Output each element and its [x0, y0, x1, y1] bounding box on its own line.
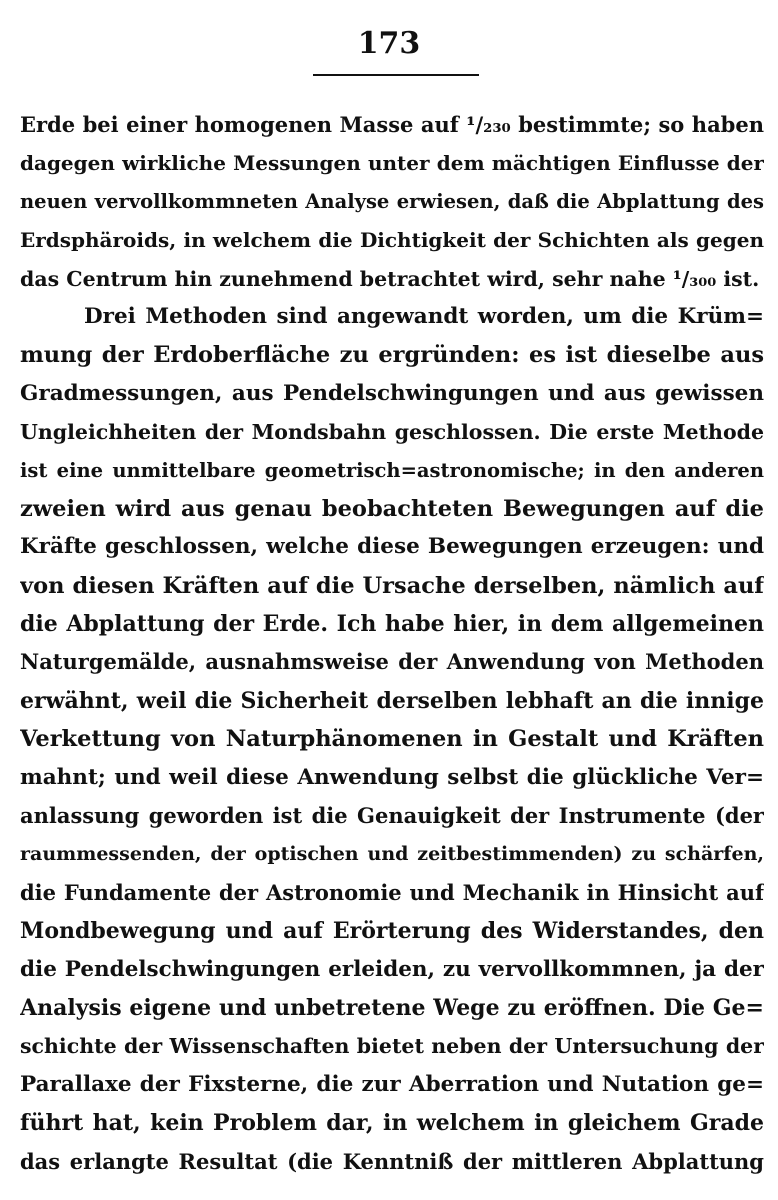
text-line: Parallaxe der Fixsterne, die zur Aberration und Nutation ge=: [20, 1071, 764, 1097]
text-line: die Abplattung der Erde. Ich habe hier, in dem allgemeinen: [20, 611, 764, 638]
text-line: zweien wird aus genau beobachteten Bewegungen auf die: [20, 495, 764, 522]
text-line: raummessenden, der optischen und zeitbestimmenden) zu schärfen,: [20, 843, 764, 866]
text-line: neuen vervollkommneten Analyse erwiesen, daß die Abplattung des: [20, 189, 764, 213]
text-line: das erlangte Resultat (die Kenntniß der mittleren Abplattung: [20, 1148, 764, 1174]
body-text: [20, 106, 764, 1181]
text-line: schichte der Wissenschaften bietet neben der Untersuchung der: [20, 1034, 764, 1059]
text-line: mahnt; und weil diese Anwendung selbst die glückliche Ver=: [20, 764, 764, 790]
text-line: Kräfte geschlossen, welche diese Bewegungen erzeugen: und: [20, 534, 764, 560]
text-line: die Fundamente der Astronomie und Mechanik in Hinsicht auf: [20, 879, 764, 905]
text-line: das Centrum hin zunehmend betrachtet wird, sehr nahe ¹/₃₀₀ ist.: [20, 266, 760, 291]
text-line: Erde bei einer homogenen Masse auf ¹/₂₃₀ bestimmte; so haben: [20, 112, 764, 137]
text-line: von diesen Kräften auf die Ursache derselben, nämlich auf: [20, 572, 764, 599]
text-line: Analysis eigene und unbetretene Wege zu eröffnen. Die Ge=: [20, 994, 764, 1021]
text-line: Erdsphäroids, in welchem die Dichtigkeit der Schichten als gegen: [20, 228, 764, 253]
text-line: erwähnt, weil die Sicherheit derselben lebhaft an die innige: [20, 687, 764, 714]
header-rule: [313, 74, 479, 76]
text-line: die Pendelschwingungen erleiden, zu vervollkommnen, ja der: [20, 956, 764, 982]
text-line: mung der Erdoberfläche zu ergründen: es ist dieselbe aus: [20, 342, 764, 369]
text-line: Naturgemälde, ausnahmsweise der Anwendung von Methoden: [20, 649, 764, 675]
text-line: führt hat, kein Problem dar, in welchem in gleichem Grade: [20, 1110, 764, 1137]
page-number: 173: [357, 26, 421, 61]
text-line: anlassung geworden ist die Genauigkeit der Instrumente (der: [20, 803, 764, 829]
text-line: Ungleichheiten der Mondsbahn geschlossen. Die erste Methode: [20, 420, 764, 445]
text-line: ist eine unmittelbare geometrisch=astronomische; in den anderen: [20, 458, 764, 482]
text-line: dagegen wirkliche Messungen unter dem mächtigen Einflusse der: [20, 151, 764, 176]
text-line: Verkettung von Naturphänomenen in Gestalt und Kräften: [20, 726, 764, 753]
text-line: Gradmessungen, aus Pendelschwingungen und aus gewissen: [20, 380, 764, 406]
text-line: Mondbewegung und auf Erörterung des Widerstandes, den: [20, 918, 764, 945]
text-line: Drei Methoden sind angewandt worden, um die Krüm=: [84, 303, 764, 329]
